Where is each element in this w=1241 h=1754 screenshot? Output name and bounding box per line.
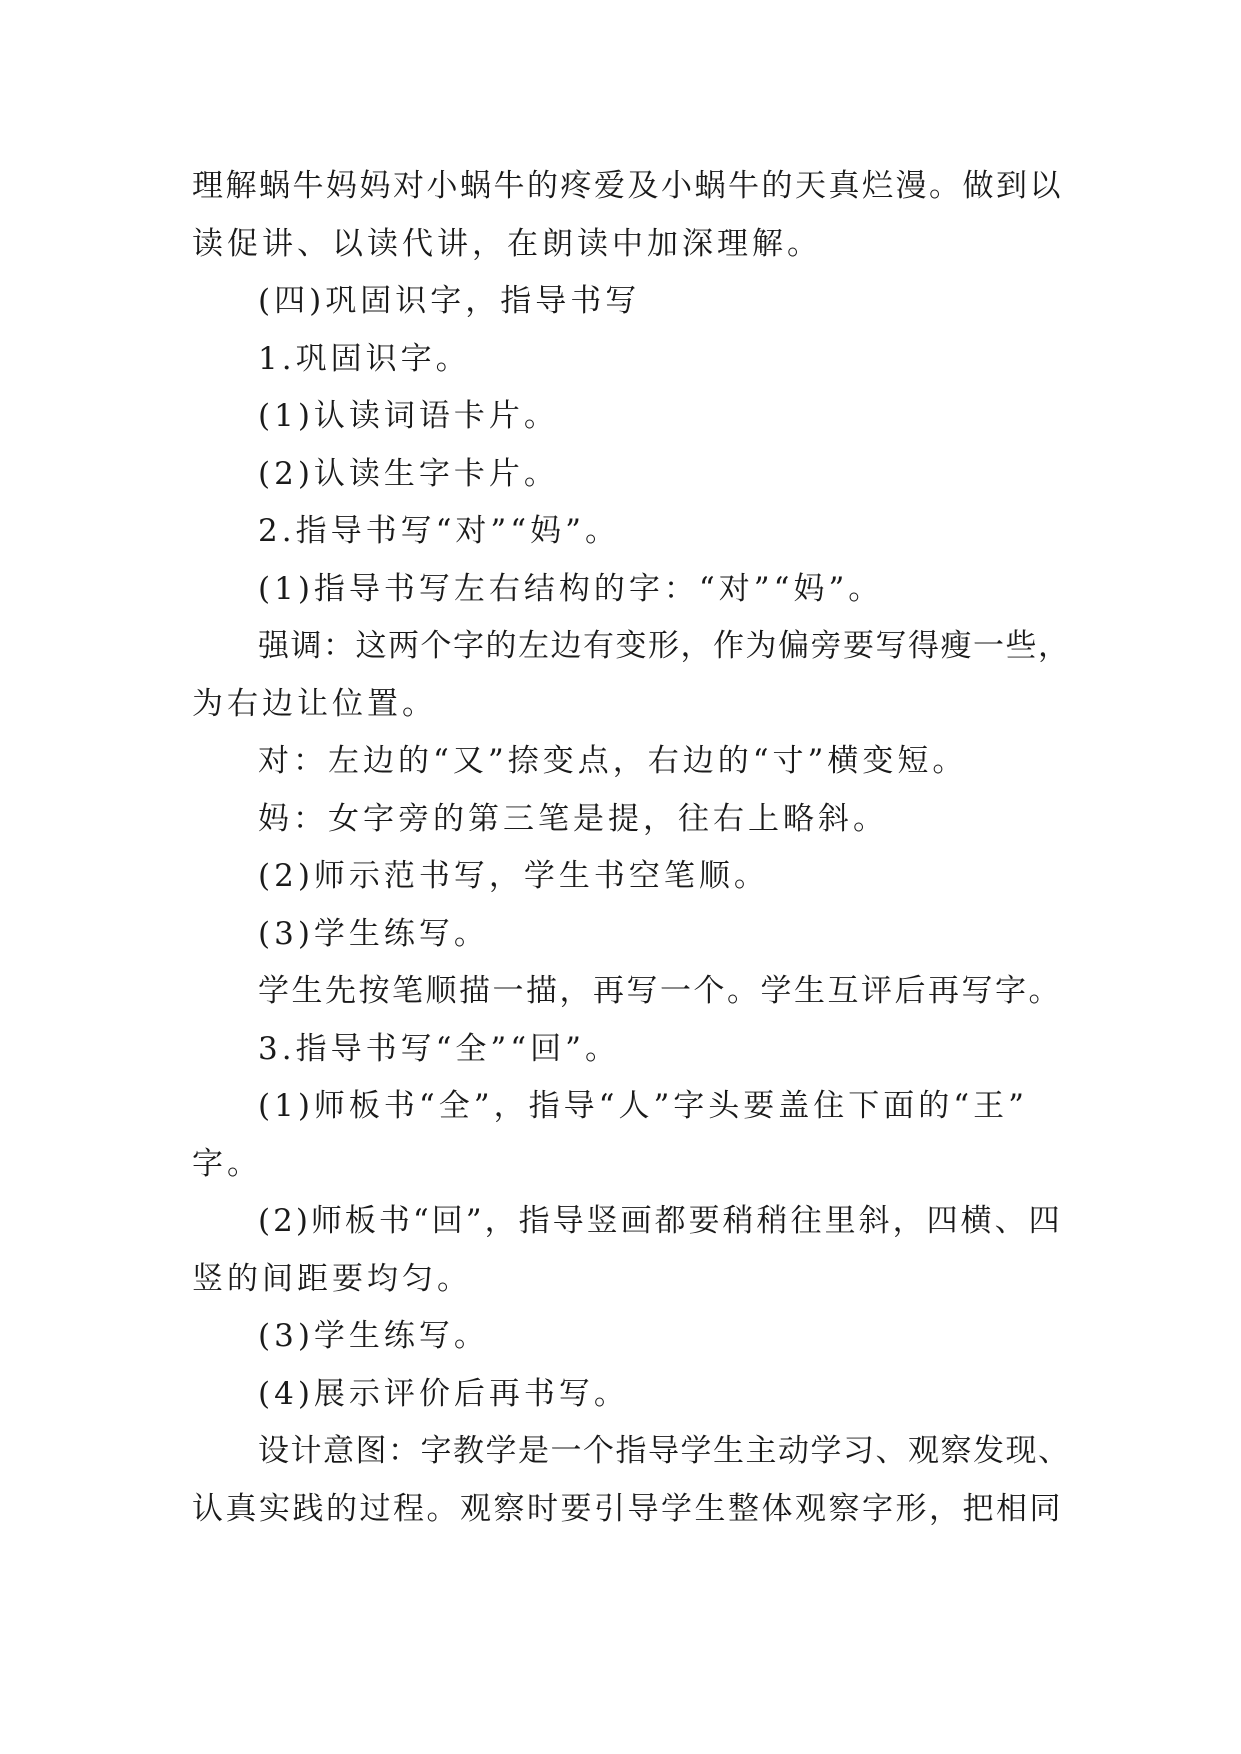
text-line: (1)认读词语卡片。	[258, 398, 559, 434]
text-line: 对：左边的“又”捺变点，右边的“寸”横变短。	[258, 743, 968, 779]
text-line: 理解蜗牛妈妈对小蜗牛的疼爱及小蜗牛的天真烂漫。做到以	[192, 168, 1063, 204]
text-line: 竖的间距要均匀。	[192, 1260, 472, 1297]
text-line: 强调：这两个字的左边有变形，作为偏旁要写得瘦一些，	[258, 628, 1071, 664]
text-line: (2)认读生字卡片。	[258, 455, 559, 492]
text-line: (1)指导书写左右结构的字：“对”“妈”。	[258, 570, 884, 607]
text-line: 2.指导书写“对”“妈”。	[258, 513, 620, 549]
text-line: 1.巩固识字。	[258, 340, 471, 377]
document-body	[192, 158, 1072, 1538]
text-line: (3)学生练写。	[258, 915, 489, 952]
text-line: 为右边让位置。	[192, 685, 437, 722]
text-line: 妈：女字旁的第三笔是提，往右上略斜。	[258, 800, 888, 837]
text-line: (2)师示范书写，学生书空笔顺。	[258, 858, 769, 894]
text-line: (3)学生练写。	[258, 1318, 489, 1354]
text-line: 设计意图：字教学是一个指导学生主动学习、观察发现、	[258, 1433, 1071, 1469]
text-line: (4)展示评价后再书写。	[258, 1375, 629, 1412]
text-line: 读促讲、以读代讲，在朗读中加深理解。	[192, 225, 822, 262]
text-line: (1)师板书“全”，指导“人”字头要盖住下面的“王”	[258, 1088, 1028, 1124]
text-line: 字。	[192, 1145, 262, 1182]
text-line: (2)师板书“回”，指导竖画都要稍稍往里斜，四横、四	[258, 1203, 1063, 1239]
text-line: 3.指导书写“全”“回”。	[258, 1030, 620, 1067]
section-heading: (四)巩固识字，指导书写	[258, 283, 641, 319]
text-line: 认真实践的过程。观察时要引导学生整体观察字形，把相同	[192, 1490, 1063, 1527]
text-line: 学生先按笔顺描一描，再写一个。学生互评后再写字。	[258, 973, 1062, 1009]
